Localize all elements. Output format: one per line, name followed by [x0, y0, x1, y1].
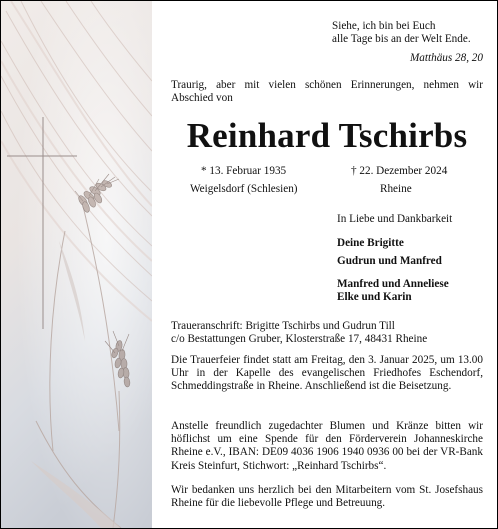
death-date: † 22. Dezember 2024 [351, 165, 448, 177]
wheat-cross-image [1, 1, 152, 528]
verse-line-1: Siehe, ich bin bei Euch [332, 20, 436, 32]
intro-text: Traurig, aber mit vielen schönen Erinnerungen, nehmen wir Abschied von [171, 79, 483, 105]
mourner-line: Manfred und Anneliese [337, 278, 449, 290]
wheat-ears-cross-icon [1, 1, 152, 528]
mourner-line: Elke und Karin [337, 291, 412, 303]
donation-info: Anstelle freundlich zugedachter Blumen und Kränze bitten wir höflichst um eine Spende für den Förderverein Johanneskirche Rheine e.V., IBAN: DE09 4036 1906 1940 0936 00 bei der VR-Bank Kreis Steinfurt, Stichwort: „Reinhard Tschirbs“. [171, 420, 483, 472]
address-line-2: c/o Bestattungen Gruber, Klosterstraße 17, 48431 Rheine [171, 333, 428, 346]
death-place: Rheine [380, 183, 412, 195]
mourning-address [171, 320, 483, 346]
verse-line-2: alle Tage bis an der Welt Ende. [332, 33, 471, 46]
funeral-info: Die Trauerfeier findet statt am Freitag, den 3. Januar 2025, um 13.00 Uhr in der Kapelle des evangelischen Friedhofes Eschendorf, Schmeddingstraße in Rheine. Anschließend ist die Beisetzung. [171, 354, 483, 393]
verse-reference: Matthäus 28, 20 [409, 52, 483, 64]
mourner-line: Gudrun und Manfred [337, 255, 442, 267]
mourners-intro: In Liebe und Dankbarkeit [337, 213, 453, 225]
deceased-name: Reinhard Tschirbs [186, 116, 468, 155]
birth-date: * 13. Februar 1935 [201, 165, 287, 177]
birth-place: Weigelsdorf (Schlesien) [190, 183, 298, 195]
bible-verse [332, 20, 483, 46]
mourner-line: Deine Brigitte [337, 237, 404, 249]
thanks-text: Wir bedanken uns herzlich bei den Mitarbeitern vom St. Josefshaus Rheine für die liebevolle Pflege und Betreuung. [171, 484, 483, 510]
address-line-1: Traueranschrift: Brigitte Tschirbs und Gudrun Till [171, 320, 395, 332]
